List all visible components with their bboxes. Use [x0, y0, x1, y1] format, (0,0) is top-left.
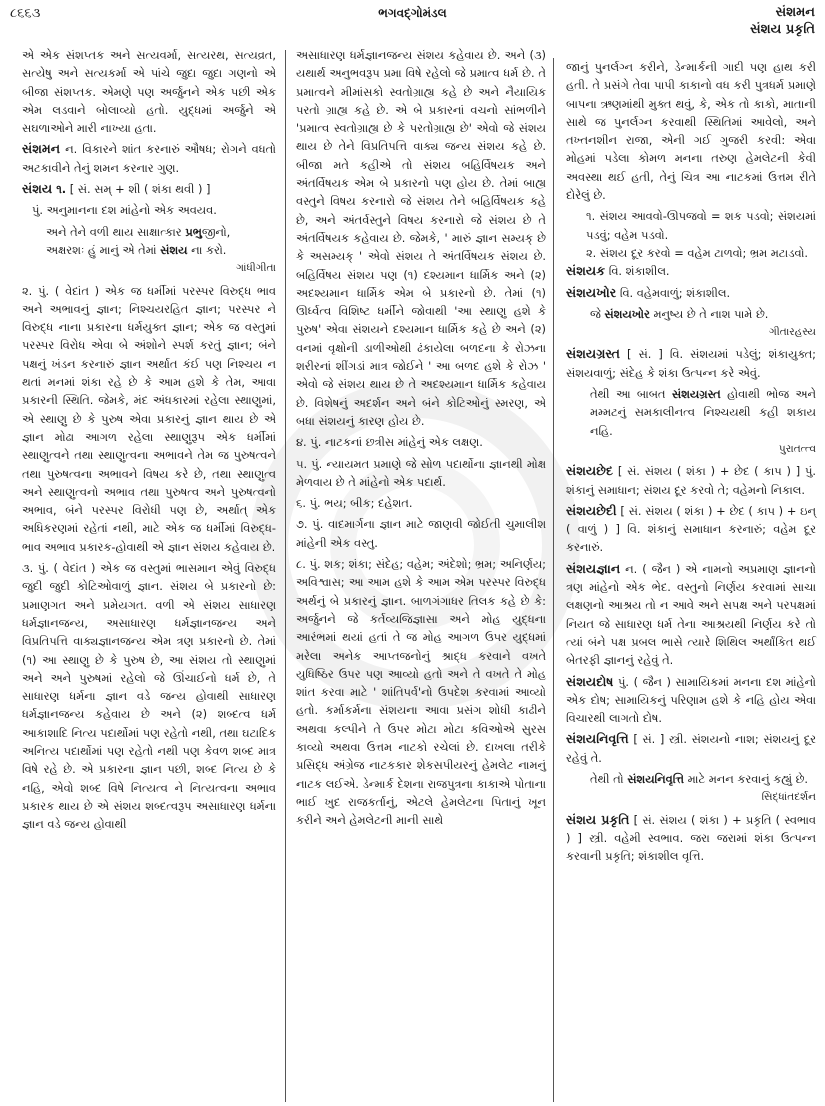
column-divider [553, 58, 554, 1102]
sense-continuation: અસાધારણ ધર્મજ્ઞાનજન્ય સંશય કહેવાય છે. અને (૩) યથાર્થ અનુભવરૂપ પ્રમા વિષે રહેલો જે પ્રમાત્વ ધર્મ છે. તે પ્રમાત્વને મીમાંસકો સ્વતોગ્રાહ્ય કહે છે અને નૈયાયિક પરતો ગ્રાહ્ય કહે છે. એ બે પ્રકારનાં વચનો સાંભળીને 'પ્રમાત્વ સ્વતોગ્રાહ્ય છે કે પરતોગ્રાહ્ય છે' એવો જે સંશય થાય છે તેને વિપ્રતિપત્તિ વાક્ય જન્ય સંશય કહે છે. બીજા મતે કહીએ તો સંશય બહિર્વિષયક અને અંતર્વિષયક એમ બે પ્રકારનો પણ હોય છે. તેમાં બાહ્ય વસ્તુને વિષય કરનારો જે સંશય તેને બહિર્વિષયક કહે છે, અને અંતર્વસ્તુને વિષય કરનારો જે સંશય છે તે અંતર્વિષયક કહેવાય છે. જેમકે, ' મારું જ્ઞાન સમ્યક્ છે કે અસમ્યક્ ' એવો સંશય તે અંતર્વિષયક સંશય છે. બહિર્વિષય સંશય પણ (૧) દશ્યમાન ધાર્મિક અને (૨) અદશ્યમાન ધાર્મિક એમ બે પ્રકારનો છે. તેમાં (૧) ઊર્ધ્વત્વ વિશિષ્ટ ધર્મીને જોવાથી 'આ સ્થાણુ હશે કે પુરુષ' એવા સંશયને દશ્યમાન ધાર્મિક કહે છે અને (૨) વનમાં વૃક્ષોની ડાળીઓથી ઢંકાયેલા બળદના કે રોઝના શરીરનાં શીંગડાં માત્ર જોઈને ' આ બળદ હશે કે રોઝ ' એવો જે સંશય થાય છે તે અદશ્યમાન ધાર્મિક કહેવાય છે. વિશેષનું અદર્શન અને બંને કોટિઓનું સ્મરણ, એ બધા સંશયનું કારણ હોય છે. [296, 48, 546, 428]
dictionary-entry [566, 345, 816, 382]
column-middle [296, 46, 546, 832]
headword: સંશય પ્રકૃતિ [566, 811, 630, 827]
sense-definition: ૩. પું. ( વેદાંત ) એક જ વસ્તુમાં ભાસમાન એવું વિરુદ્ધ જુદી જુદી કોટિઓવાળું જ્ઞાન. સંશય બે પ્રકારનો છે: પ્રમાણગત અને પ્રમેયગત. વળી એ સંશય સાધારણ ધર્મજ્ઞાનજન્ય, અસાધારણ ધર્મજ્ઞાનજન્ય અને વિપ્રતિપત્તિ વાક્યજ્ઞાનજન્ય એમ ત્રણ પ્રકારનો છે. તેમાં (૧) આ સ્થાણુ છે કે પુરુષ છે, આ સંશય તો સ્થાણુમાં અને અને પુરુષમાં રહેલો જે ઊંચાઈનો ધર્મ છે, તે સાધારણ ધર્મના જ્ઞાન વડે જન્ય હોવાથી સાધારણ ધર્મજ્ઞાનજન્ય કહેવાય છે અને (૨) શબ્દત્વ ધર્મ આકાશાદિ નિત્ય પદાર્થોમાં પણ રહેતો નથી, તથા ઘટાદિક અનિત્ય પદાર્થોમાં પણ રહેતો નથી પણ કેવળ શબ્દ માત્ર વિષે રહે છે. એ પ્રકારના જ્ઞાન પછી, શબ્દ નિત્ય છે કે નહિ, એવો શબ્દ વિષે નિત્યત્વ ને નિત્યત્વના અભાવ પ્રકારક થાય છે એ સંશય શબ્દત્વરૂપ અસાધારણ ધર્મના જ્ઞાન વડે જન્ય હોવાથી [22, 561, 276, 832]
quote-text: હોવાથી ભોજ અને મમ્મટનું સમકાલીનત્વ નિશ્ચયથી કહી શકાય નહિ. [590, 387, 816, 438]
sense-number: ૧. [52, 182, 67, 197]
quote-source: ગીતારહસ્ય [769, 326, 816, 339]
headword: સંશયછેદ [566, 463, 613, 479]
sense-definition: ૬. પું. ભય; બીક; દહેશત. [296, 496, 413, 511]
definition: [ સં. ] વિ. સંશયમાં પડેલું; શંકાયુક્ત; સંશયવાળું; સંદેહ કે શંકા ઉત્પન્ન કરે એવું. [566, 347, 816, 380]
quote-emphasis: સંશયગ્રસ્ત [671, 387, 721, 402]
guide-words [750, 4, 815, 38]
idiom: ૧. સંશય આવવો-ઊપજવો = શક પડવો; સંશયમાં પડવું; વહેમ પડવો. [586, 209, 816, 242]
definition: પું. ( જૈન ) સામાયિકમાં મનના દશ માંહેનો એક દોષ; સામાયિકનું પરિણામ હશે કે નહિ હોય એવા વિચારથી લાગતો દોષ. [566, 674, 816, 726]
dictionary-entry [22, 180, 276, 198]
headword: સંશયછેદી [566, 502, 617, 518]
headword: સંશયગ્રસ્ત [566, 346, 621, 362]
quote-emphasis: પ્રભુ [185, 224, 202, 239]
quote-text: જીનો, [201, 224, 231, 239]
entry-continuation: એ એક સંશપ્તક અને સત્યવર્મા, સત્યરથ, સત્યવ્રત, સત્યેષુ અને સત્યકર્મા એ પાંચે જુદા જુદા ગણનો એ બીજા સંશપ્તક. એમણે પણ અર્જુનને એક પછી એક એમ લડવાને બોલાવ્યો હતો. યુદ્ધમાં અર્જુને એ સઘળાઓને મારી નાખ્યા હતા. [22, 48, 276, 136]
sense-definition: ૨. પું. ( વેદાંત ) એક જ ધર્મીમાં પરસ્પર વિરુદ્ધ ભાવ અને અભાવનું જ્ઞાન; નિશ્ચયરહિત જ્ઞાન; પરસ્પર ને વિરુદ્ધ નાના પ્રકારના ધર્મયુક્ત જ્ઞાન; એક જ વસ્તુમાં પરસ્પર વિરોધ એવા બે અંશોને સ્પર્શ કરતું જ્ઞાન; બંને પક્ષનું ખંડન કરનારું જ્ઞાન અર્થાત કંઈ પણ નિશ્ચય ન થતાં મનમાં શંકા રહે છે કે આમ હશે કે તેમ, આવા પ્રકારની સ્થિતિ. જેમકે, મંદ અંધકારમાં રહેલા સ્થાણુમાં, એ સ્થાણુ છે કે પુરુષ એવા પ્રકારનું જ્ઞાન થાય છે એ જ્ઞાન મોઢા આગળ રહેલા સ્થાણુરૂપ એક ધર્મીમાં સ્થાણુત્વને તથા સ્થાણુત્વના અભાવને તેમ જ પુરુષત્વને તથા પુરુષત્વના અભાવને વિષય કરે છે, તથા સ્થાણુત્વ અને સ્થાણુત્વનો અભાવ તથા પુરુષત્વ અને પુરુષત્વનો અભાવ, બંને પરસ્પર વિરોધી પણ છે, અર્થાત્ એક અધિકરણમાં રહેતાં નથી, માટે એક જ ધર્મીમાં વિરુદ્ધ-ભાવ અભાવ પ્રકારક-હોવાથી એ જ્ઞાન સંશય કહેવાય છે. [22, 283, 276, 554]
guide-word-first: સંશમન [775, 5, 815, 20]
dictionary-entry [566, 502, 816, 557]
column-right [566, 34, 816, 868]
definition: [ સં. ] સ્ત્રી. સંશયનો નાશ; સંશયનું દૂર રહેવું તે. [566, 732, 816, 765]
column-left [22, 46, 276, 836]
quote-source: પુરાતત્ત્વ [778, 442, 816, 455]
quote-emphasis: સંશય [160, 242, 188, 257]
sense-continuation: જાનું પુનર્લગ્ન કરીને, ડેન્માર્કની ગાદી પણ હાથ કરી હતી. તે પ્રસંગે તેવા પાપી કાકાનો વધ કરી પુત્રધર્મ પ્રમાણે બાપના ઋણમાંથી મુક્ત થવું, કે, એક તો કાકો, માતાની સાથે જ પુનર્લગ્ન કરવાથી સ્થિતિમાં આવેલો, અને તખ્તનશીન રાજા, એની ગઈ ગુજરી કરવી: એવા મોહમાં પડેલા કોમળ મનના તરુણ હેમલેટની કેવી અવસ્થા થઈ હતી, તેનું ચિત્ર આ નાટકમાં ઉત્તમ રીતે દોરેલું છે. [566, 60, 816, 203]
quote-emphasis: સંશયનિવૃત્તિ [627, 771, 684, 786]
running-title: ભગવદ્ગોમંડલ [378, 6, 447, 20]
dictionary-entry [566, 811, 816, 866]
idiom: ૨. સંશય દૂર કરવો = વહેમ ટાળવો; ભ્રમ મટાડવો. [586, 245, 809, 260]
column-divider [285, 50, 286, 1102]
dictionary-entry [566, 462, 816, 499]
quotation [566, 385, 816, 440]
sense-definition: ૮. પું. શક; શંકા; સંદેહ; વહેમ; અંદેશો; ભ્રમ; અનિર્ણય; અવિશ્વાસ; આ આમ હશે કે આમ એમ પરસ્પર વિરુદ્ધ અર્થનું બે પ્રકારનું જ્ઞાન. બાળગંગાધર તિલક કહે છે કે: અર્જુનને જે કર્તવ્યજિજ્ઞાસા અને મોહ યુદ્ધના આરંભમાં થયાં હતાં તે જ મોહ આગળ ઉપર યુદ્ધમાં મરેલા અનેક આપ્તજનોનું શ્રાદ્ધ કરવાને વખતે યુધિષ્ઠિર ઉપર પણ આવ્યો હતો અને તે વખતે તે મોહ શાંત કરવા માટે ' શાંતિપર્વ'નો ઉપદેશ કરવામાં આવ્યો હતો. કર્માકર્મના સંશયના આવા પ્રસંગ શોધી કાઢીને અથવા કલ્પીને તે ઉપર મોટા મોટા કવિઓએ સુરસ કાવ્યો અથવા ઉત્તમ નાટકો રચેલાં છે. દાખલા તરીકે પ્રસિદ્ધ અંગ્રેજ નાટકકાર શેકસપીયરનું હેમલેટ નામનું નાટક લઈએ. ડેન્માર્ક દેશના રાજપુત્રના કાકાએ પોતાના ભાઈ ખુદ રાજકર્તાનું, એટલે હેમલેટના પિતાનું ખૂન કરીને અને હેમલેટની માની સાથે [296, 557, 546, 828]
definition: [ સં. સંશય ( શંકા ) + પ્રકૃતિ ( સ્વભાવ ) ] સ્ત્રી. વહેમી સ્વભાવ. જરા જરામાં શંકા ઉત્પન્ન કરવાની પ્રકૃતિ; શંકાશીલ વૃત્તિ. [566, 812, 817, 864]
headword: સંશયનિવૃત્તિ [566, 731, 629, 747]
definition: ન. વિકારને શાંત કરનારું ઔષધ; રોગને વધતો અટકાવીને તેનું શમન કરનાર ગુણ. [22, 142, 276, 175]
definition: વિ. વહેમવાળું; શંકાશીલ. [616, 285, 731, 300]
quote-text: તેથી તો [590, 771, 628, 786]
dictionary-entry [566, 560, 816, 670]
quotation [22, 223, 276, 260]
dictionary-entry [566, 673, 816, 728]
headword: સંશયદોષ [566, 673, 614, 689]
quote-source: સિદ્ધાંતદર્શન [761, 791, 816, 804]
headword: સંશયજ્ઞાન [566, 560, 621, 576]
quote-text: જે [590, 306, 605, 321]
quote-text: અક્ષરશઃ હું માનું એ તેમાં [46, 242, 161, 257]
quote-text: ના કરો. [187, 242, 227, 257]
sense-definition: ૫. પું. ન્યાયમત પ્રમાણે જે સોળ પદાર્થોના જ્ઞાનથી મોક્ષ મેળવાય છે તે માંહેનો એક પદાર્થ. [296, 456, 546, 489]
definition: ન. ( જૈન ) એ નામનો અપ્રમાણ જ્ઞાનનો ત્રણ માંહેનો એક ભેદ. વસ્તુનો નિર્ણય કરવામાં સાચા લક્ષણનો આશ્રય તો ન આવે અને સપક્ષ અને પરપક્ષમાં નિયત જે સાધારણ ધર્મ તેના આશ્રયથી નિર્ણય કરે તો ત્યાં બંને પક્ષ પ્રબલ ભાસે ત્યારે શિથિલ અર્થાંકિત થઈ બેતરફી જ્ઞાનનું રહેવું તે. [566, 561, 816, 668]
dictionary-entry [566, 284, 816, 302]
headword: સંશય [22, 181, 53, 197]
quote-source: ગાંધીગીતા [236, 262, 276, 275]
etymology: [ સં. સમ્ + શી ( શંકા થવી ) ] [66, 182, 211, 197]
quote-text: અને તેને વળી થાય સાક્ષાત્કાર [46, 224, 186, 239]
quote-emphasis: સંશયખોર [604, 306, 650, 321]
page-number: ૮૬૬૩ [10, 6, 41, 21]
sense-definition: ૭. પું. વાદમાર્ગના જ્ઞાન માટે જાણવી જોઈતી ચુમાલીશ માંહેની એક વસ્તુ. [296, 517, 546, 550]
quote-text: માટે મનન કરવાનું કહ્યું છે. [683, 771, 809, 786]
definition: [ સં. સંશય ( શંકા ) + છેદ ( કાપ ) + ઇન્ ( વાળું ) ] વિ. શંકાનું સમાધાન કરનારું; વહેમ દૂર કરનારું. [566, 503, 816, 555]
headword: સંશમન [22, 141, 61, 157]
definition: વિ. શંકાશીલ. [605, 264, 670, 279]
quote-text: તેથી આ બાબત [590, 387, 672, 402]
guide-word-last: સંશય પ્રકૃતિ [750, 22, 815, 37]
definition: [ સં. સંશય ( શંકા ) + છેદ ( કાપ ) ] પું. શંકાનું સમાધાન; સંશય દૂર કરવો તે; વહેમનો નિકાલ. [566, 464, 816, 497]
quote-text: મનુષ્ય છે તે નાશ પામે છે. [649, 306, 769, 321]
quotation [566, 305, 816, 323]
dictionary-entry [566, 730, 816, 767]
headword: સંશયખોર [566, 284, 617, 300]
headword: સંશયક [566, 263, 606, 279]
dictionary-entry [566, 262, 816, 280]
quotation [566, 770, 816, 788]
sense-definition: પું. અનુમાનના દશ માંહેનો એક અવયવ. [32, 203, 217, 218]
sense-definition: ૪. પું. નાટકનાં છત્રીસ માંહેનું એક લક્ષણ. [296, 435, 483, 450]
dictionary-entry [22, 140, 276, 177]
